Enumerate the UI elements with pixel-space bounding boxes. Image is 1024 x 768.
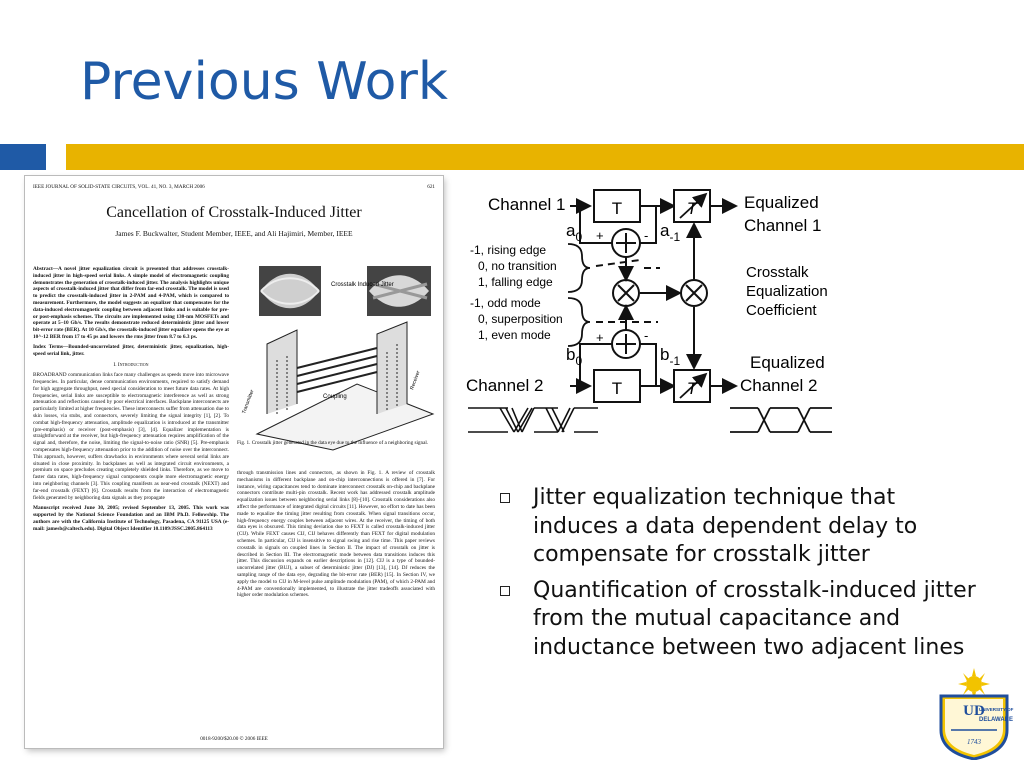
sign-minus-b1: - (644, 328, 649, 343)
logo-year: 1743 (967, 738, 981, 746)
edge-annotation-2: 0, no transition (478, 259, 557, 273)
paper-footnote: Manuscript received June 30, 2005; revised September 13, 2005. This work was supported by the National Science Foundation and an IBM Ph.D. Fellowship. The authors are with the California Institute of Technology, Pasadena, CA 91125 USA (e-mail: jamesb@caltech.edu). Digital Object Identifier 10.1109/JSSC.2005.864113 (33, 505, 229, 532)
edge-annotation-1: -1, rising edge (470, 243, 547, 257)
paper-right-column (237, 470, 435, 726)
mode-annotation-1: -1, odd mode (470, 296, 541, 310)
var-delay-label-ch2: T (686, 379, 698, 398)
bullet-text-1: Jitter equalization technique that induces a data dependent delay to compensate for crosstalk jitter (533, 485, 918, 567)
label-channel-1: Channel 1 (488, 195, 566, 214)
delay-label-ch2: T (611, 379, 623, 398)
label-equalized-1a: Equalized (744, 193, 819, 212)
tap-a0: $a_0$ (566, 221, 583, 244)
coef-label-1: Crosstalk (746, 264, 809, 281)
paper-figure-caption: Fig. 1. Crosstalk jitter generated in the data eye due to the influence of a neighboring signal. (237, 440, 429, 446)
paper-left-column (33, 266, 229, 738)
mode-annotation-3: 1, even mode (478, 328, 551, 342)
paper-intro-right: through transmission lines and connectors, as shown in Fig. 1. A review of crosstalk mechanisms in different backplane and on-chip interconnections is offered in [7]. For instance, wiring capacitances tend to dominate interconnect crosstalk on-chip and backplane connectors contribute multi-pin crosstalk. Recent work has addressed crosstalk amplitude equalization issues between neighboring serial links [8]–[10]. Crosstalk considerations also affect the performance of integrated digital circuits [11]. However, no effort to date has been made to equalize the timing jitter resulting from crosstalk. When signal transitions occur, high-frequency energy couples between adjacent wires. At the receiver, the timing of both data eyes is obscured. This timing deviation due to FEXT is called crosstalk-induced jitter (CIJ). While FEXT causes CIJ, CIJ behaves differently than FEXT for digital modulation schemes. In particular, CIJ is insensitive to signal swing and rise time. This paper reviews crosstalk in signals on coupled lines in Section II. The impact of crosstalk on jitter is described in Section III. The electromagnetic mode between data transitions induces this jitter. This discussion expands on earlier descriptions in [12]. CIJ is a type of bounded-uncorrelated jitter (BUJ), a subset of deterministic jitter (DJ) [13], [14]. DJ reduces the sampling range of the data eye, degrading the bit-error rate (BER) [15]. In Section IV, we apply the model to CIJ in M-level pulse amplitude modulation (PAM), of which 2-PAM and 4-PAM are conventionally implemented, to illustrate the jitter tradeoffs associated with higher order modulation schemes. (237, 470, 435, 599)
paper-section-heading: I. Introduction (113, 362, 149, 369)
figure-label-transmitter: Transmitter (241, 389, 256, 415)
paper-thumbnail (25, 176, 443, 748)
accent-bar-blue (0, 144, 46, 170)
figure-label-coupling: Coupling (323, 394, 347, 400)
slide-title: Previous Work (80, 52, 448, 112)
coef-label-3: Coefficient (746, 302, 817, 319)
sign-minus-a1: - (644, 228, 649, 243)
bullet-list (498, 484, 978, 669)
figure-label-crosstalk: Crosstalk Induced Jitter (331, 282, 394, 288)
delay-label-ch1: T (611, 199, 623, 218)
coef-label-2: Equalization (746, 283, 828, 300)
paper-footer: 0018-9200/$20.00 © 2006 IEEE (200, 736, 268, 742)
backplane-sketch (257, 322, 433, 450)
label-equalized-2a: Equalized (750, 353, 825, 372)
logo-text-2: DELAWARE (979, 717, 1014, 723)
var-delay-label-ch1: T (686, 199, 698, 218)
bullet-item (498, 577, 978, 663)
university-logo (933, 668, 1015, 760)
paper-index-terms: Index Terms—Bounded-uncorrelated jitter, deterministic jitter, equalization, high-speed serial link, jitter. (33, 343, 229, 357)
eye-diagram-right (367, 266, 431, 316)
paper-figure (237, 264, 435, 452)
bullet-square-icon (500, 586, 510, 596)
accent-bar-gold (66, 144, 1024, 170)
paper-header-page: 621 (427, 184, 435, 190)
equalizer-diagram (458, 176, 838, 446)
mode-annotation-2: 0, superposition (478, 312, 563, 326)
tap-b-1: $b_{-1}$ (660, 345, 681, 368)
eye-diagram-left (259, 266, 321, 316)
paper-intro-left: BROADBAND communication links face many challenges as speeds move into microwave frequencies. In particular, dense communication environments, required to satisfy demand for high aggregate throughput, need special consideration to meet future data rates. At high frequencies, serial links are susceptible to electromagnetic interference as well as strong attenuation and reflections caused by poor electrical interfaces. Backplane interconnects are particularly limited at higher frequencies. These interconnects suffer from attenuation due to skin losses, via stubs, and connectors, severely limiting the signal integrity [1], [2]. To combat high-frequency attenuation, amplitude equalization is introduced at the transmitter (pre-emphasis) or receiver (post-emphasis) [3], [4]. Equalizer implementation is straightforward at the receiver, but high-frequency attenuation requires amplification of the signal and, therefore, the noise, limiting the signal-to-noise ratio (SNR) [5]. Pre-emphasis compensates high-frequency attenuation prior to the addition of noise over the interconnect. This approach, however, suffers drawbacks in environments where several serial links are situated in close proximity. In backplanes as well as integrated circuit environments, a premium on space precludes creating completely shielded links. Therefore, as we move to faster data rates, high-frequency signal components couple more electromagnetic energy into neighboring channels [3]. This coupling manifests as near-end crosstalk (NEXT) and far-end crosstalk (FEXT) [6]. Crosstalk results from the interaction of electromagnetic fields generated by neighboring data signals as they propagate (33, 372, 229, 501)
output-eye-pattern (730, 408, 832, 432)
tap-b0: $b_0$ (566, 345, 583, 368)
paper-title: Cancellation of Crosstalk-Induced Jitter (106, 204, 362, 221)
paper-abstract: Abstract—A novel jitter equalization circuit is presented that addresses crosstalk-induced jitter in high-speed serial links. A simple model of electromagnetic coupling demonstrates the generation of crosstalk-induced jitter. The analysis highlights unique aspects of crosstalk-induced jitter that differ from far-end crosstalk. The model is used to predict the crosstalk-induced jitter in 2-PAM and 4-PAM, which is compared to measurement. Furthermore, the model suggests an equalizer that compensates for the data-induced electromagnetic coupling between adjacent links and is suitable for pre- or post-emphasis schemes. The circuits are implemented using 130-nm MOSFETs and operate at 5–10 Gb/s. The results demonstrate reduced deterministic jitter and lower bit-error rate (BER). At 10 Gb/s, the crosstalk-induced jitter equalizer opens the eye at 10^-12 BER from 17 to 45 ps and lowers the rms jitter from 8.7 to 6.3 ps. (33, 266, 229, 340)
label-equalized-1b: Channel 1 (744, 216, 822, 235)
sign-plus-a0: + (596, 228, 604, 243)
figure-label-receiver: Receiver (409, 370, 422, 391)
svg-text:UD: UD (963, 703, 985, 719)
bullet-item (498, 484, 978, 570)
paper-header-journal: IEEE JOURNAL OF SOLID-STATE CIRCUITS, VOL. 41, NO. 3, MARCH 2006 (33, 184, 205, 190)
logo-text-1: UNIVERSITY OF (979, 707, 1014, 712)
paper-authors: James F. Buckwalter, Student Member, IEEE, and Ali Hajimiri, Member, IEEE (115, 229, 353, 238)
input-eye-pattern (468, 408, 598, 432)
tap-a-1: $a_{-1}$ (660, 221, 681, 244)
label-channel-2: Channel 2 (466, 376, 544, 395)
label-equalized-2b: Channel 2 (740, 376, 818, 395)
paper-header (33, 184, 435, 190)
bullet-square-icon (500, 493, 510, 503)
edge-annotation-3: 1, falling edge (478, 275, 553, 289)
bullet-text-2: Quantification of crosstalk-induced jitter from the mutual capacitance and inductance between two adjacent lines (533, 577, 976, 660)
sign-plus-b0: + (596, 330, 604, 345)
